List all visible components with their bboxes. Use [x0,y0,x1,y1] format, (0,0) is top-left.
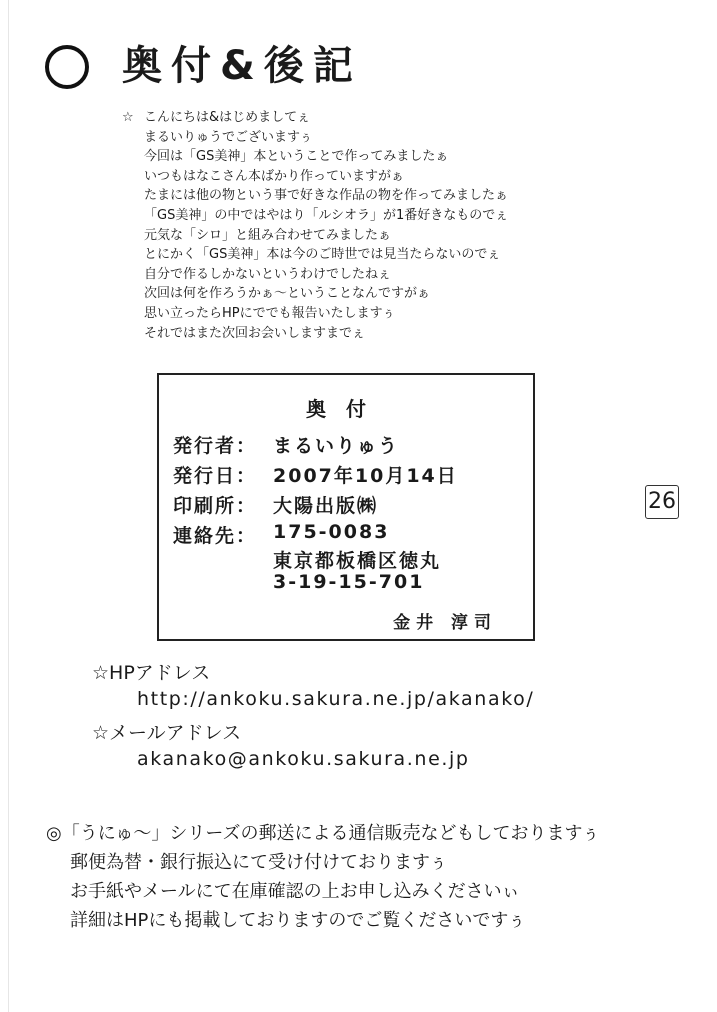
notice-line: お手紙やメールにて在庫確認の上お申し込みくださいぃ [70,881,520,902]
colophon-title: 奥付 [306,397,386,421]
publisher-label: 発行者： [173,435,258,457]
hp-address-label: ☆HPアドレス [92,662,211,684]
notice-line: ◎「うにゅ〜」シリーズの郵送による通信販売などもしておりますぅ [46,823,600,844]
afterword-line: 思い立ったらHPにででも報告いたしますぅ [144,305,396,321]
address-line-2: 3-19-15-701 [273,571,425,593]
mail-address-link[interactable]: akanako@ankoku.sakura.ne.jp [137,748,470,770]
afterword-line: それではまた次回お会いしますまでぇ [144,325,366,341]
star-icon: ☆ [122,110,134,125]
colophon-box [157,373,535,641]
contact-row [173,521,389,548]
afterword-line: 今回は「GS美神」本ということで作ってみましたぁ [144,149,449,165]
afterword-line: いつもはなこさん本ばかり作っていますがぁ [144,168,405,184]
printer-label: 印刷所： [173,495,258,517]
printer-row [173,491,378,518]
afterword-line: 次回は何を作ろうかぁ〜ということなんですがぁ [144,286,431,302]
contact-name: 金井 淳司 [393,613,497,633]
date-value: 2007年10月14日 [273,465,458,487]
afterword-line: とにかく「GS美神」本は今のご時世では見当たらないのでぇ [144,247,501,263]
mail-order-notice [46,819,600,935]
page-edge-line [8,0,9,1012]
notice-line: 詳細はHPにも掲載しておりますのでご覧くださいですぅ [70,910,526,931]
afterword-line: 自分で作るしかないというわけでしたねぇ [144,266,392,282]
date-row [173,461,458,488]
afterword-line: たまには他の物という事で好きな作品の物を作ってみましたぁ [144,188,509,204]
publisher-value: まるいりゅう [273,435,400,457]
postal-code: 175-0083 [273,521,390,543]
circle-icon [45,45,89,89]
afterword-line: まるいりゅうでございますぅ [144,129,313,145]
date-label: 発行日： [173,465,258,487]
afterword-line: 「GS美神」の中ではやはり「ルシオラ」が1番好きなものでぇ [144,207,509,223]
mail-address-label: ☆メールアドレス [92,722,242,744]
page-number: 26 [645,485,679,519]
afterword-line: ☆ こんにちは&はじめましてぇ [122,108,642,128]
hp-url-link[interactable]: http://ankoku.sakura.ne.jp/akanako/ [137,688,535,710]
notice-line: 郵便為替・銀行振込にて受け付けておりますぅ [70,852,448,873]
publisher-row [173,431,399,458]
address-line-1: 東京都板橋区徳丸 [273,550,442,572]
afterword-line: 元気な「シロ」と組み合わせてみましたぁ [144,227,392,243]
afterword-text [122,108,642,343]
contact-label: 連絡先： [173,525,258,547]
printer-value: 大陽出版㈱ [273,495,379,517]
page-title: 奥付&後記 [122,43,362,89]
